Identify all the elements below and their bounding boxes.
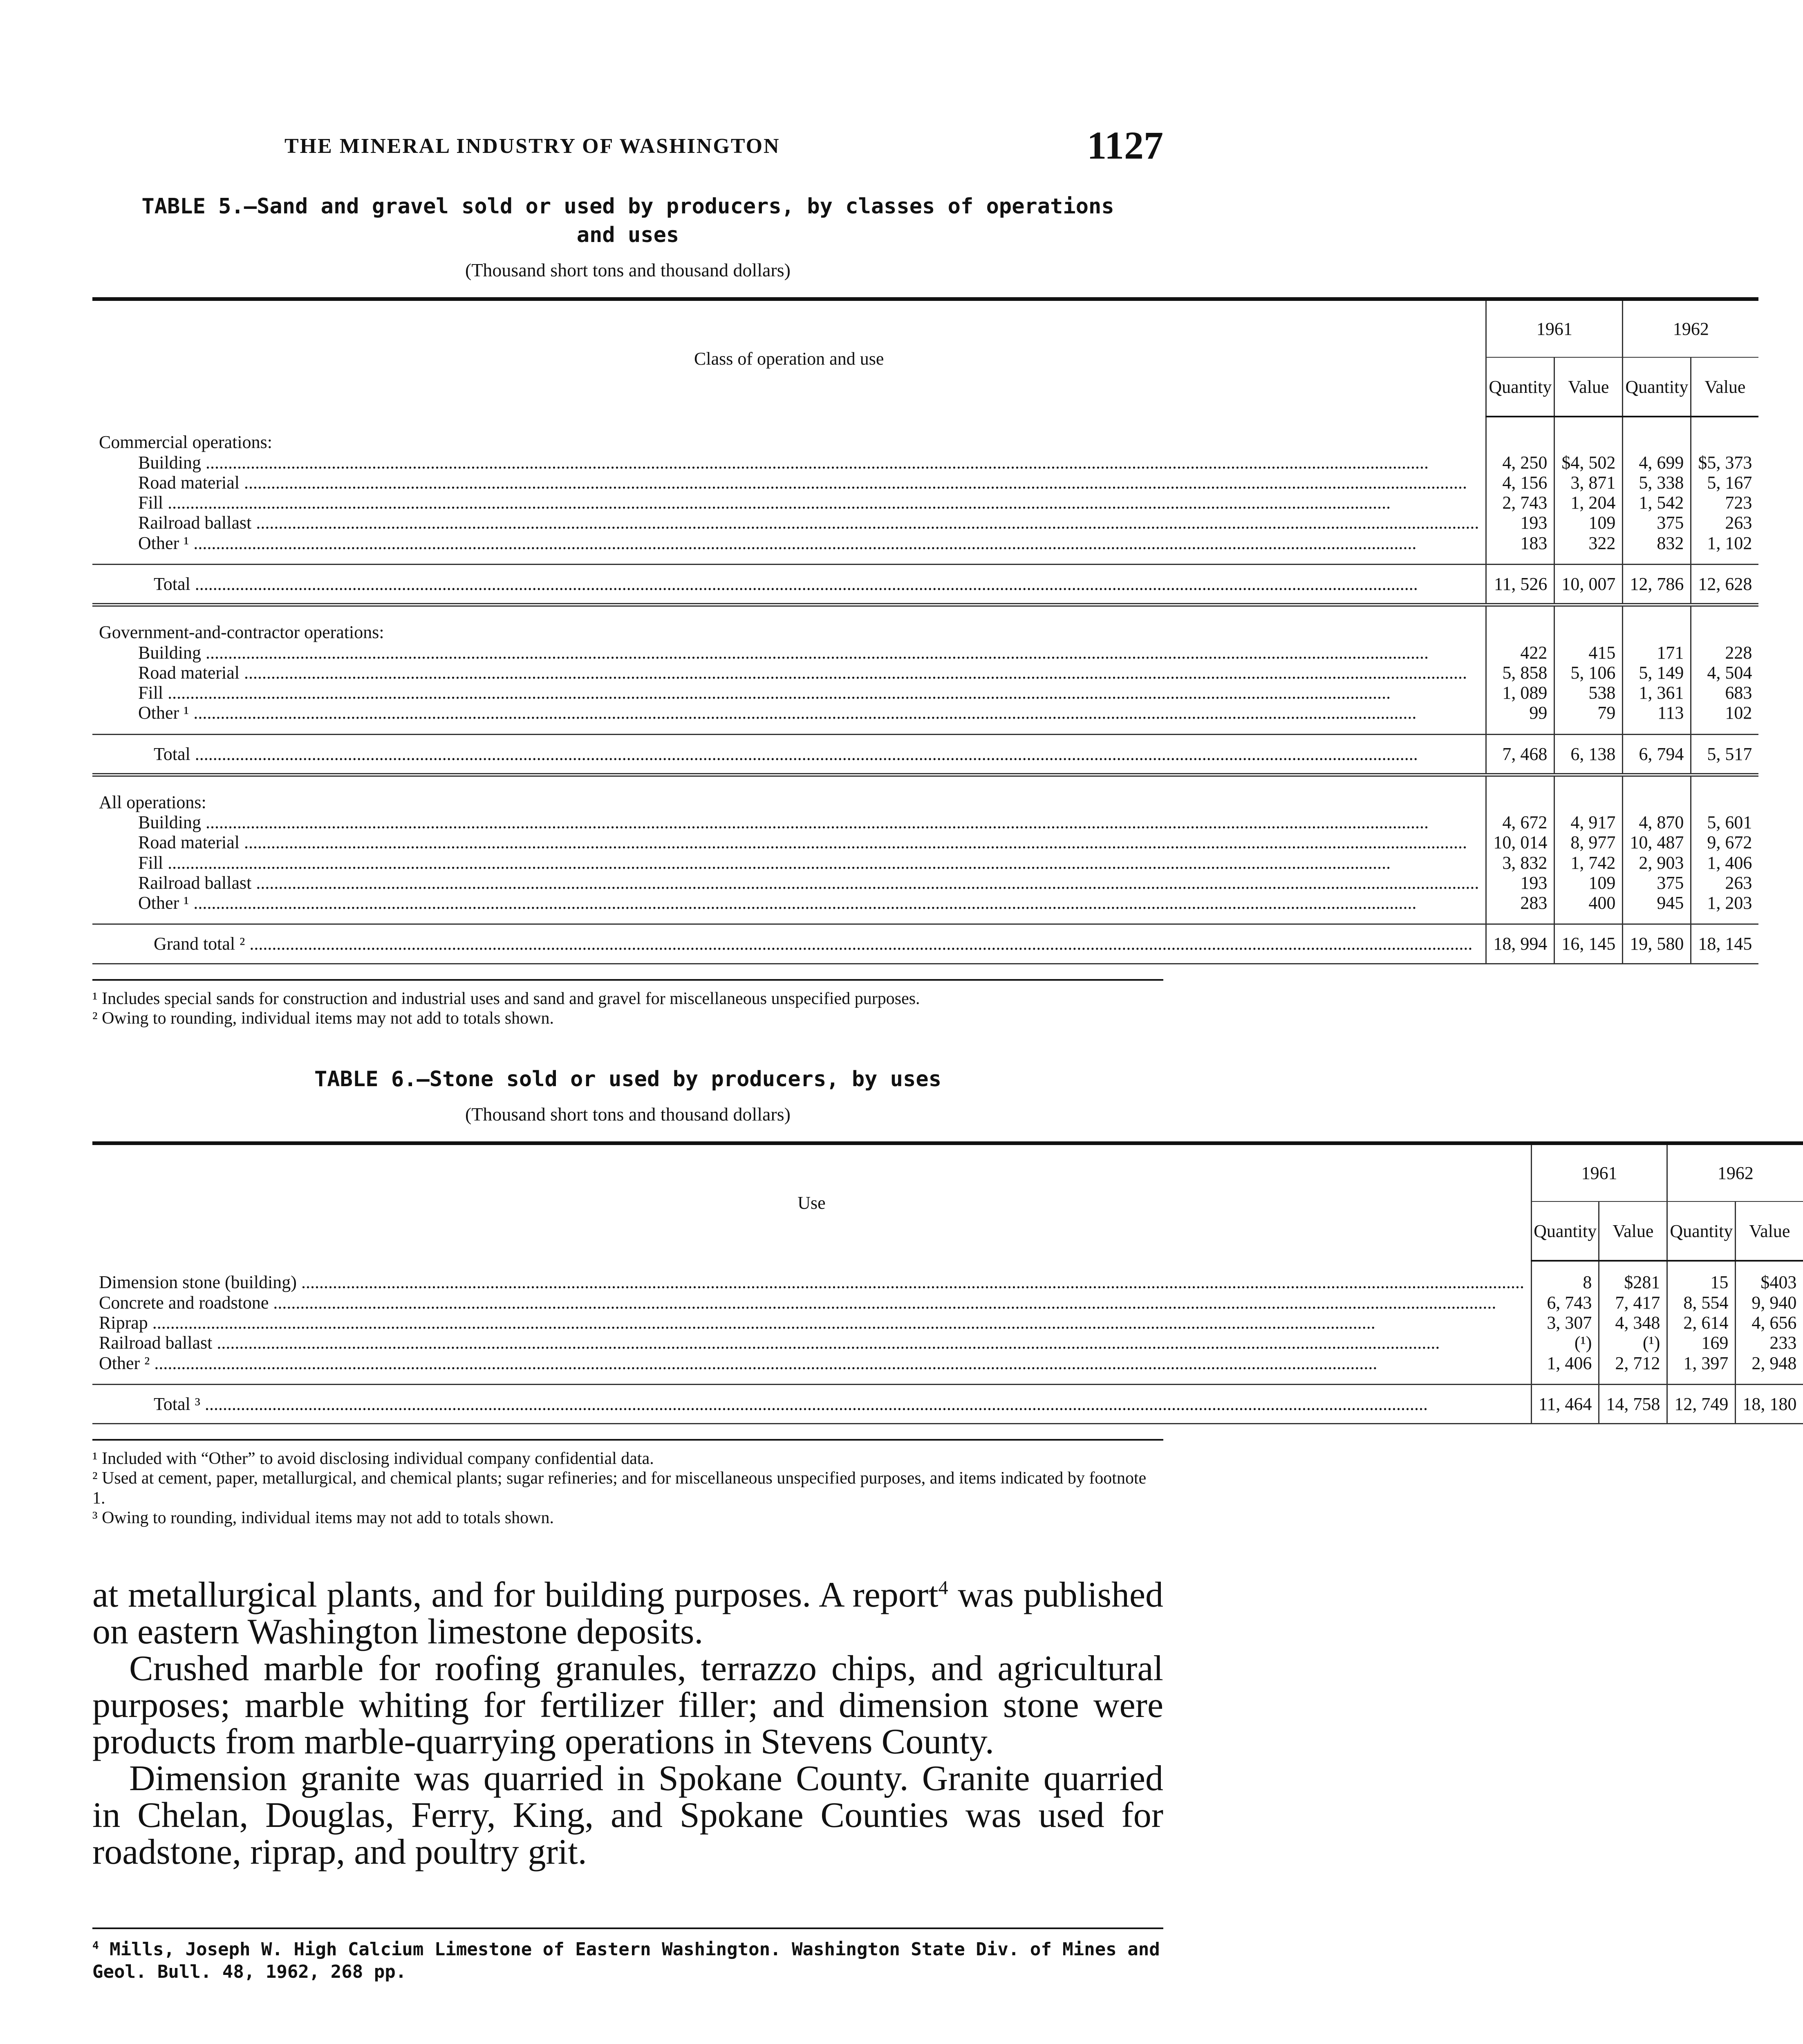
table5-cell: 375	[1623, 873, 1691, 893]
table5-row	[92, 493, 1758, 513]
table5-cell: 263	[1691, 513, 1759, 533]
table5-cell: $5, 373	[1691, 453, 1759, 473]
table5-row-label	[92, 663, 1486, 683]
table6-spacer-row	[92, 1373, 1803, 1385]
table5-cell: 2, 903	[1623, 853, 1691, 873]
table5-cell: 10, 007	[1554, 564, 1623, 605]
table5-spacer	[1691, 913, 1759, 924]
body-paragraph: Crushed marble for roofing granules, terrazzo chips, and agricultural purposes; marble whiting for fertilizer filler; and dimension stone were products from marble-quarrying operations in Stevens County.	[92, 1648, 1163, 1762]
table5-row	[92, 873, 1758, 893]
table5-cell: 832	[1623, 533, 1691, 553]
table5-cell-empty	[1691, 605, 1759, 643]
table5-subcaption: (Thousand short tons and thousand dollars)	[465, 260, 791, 281]
table5-col-quantity: Quantity	[1486, 357, 1554, 417]
table6-row-label	[92, 1384, 1531, 1423]
table5-cell: 18, 994	[1486, 924, 1554, 964]
table5-col-quantity: Quantity	[1623, 357, 1691, 417]
table5-row-label	[92, 924, 1486, 964]
table6-row-label-text: Total ³ .....	[154, 1394, 1524, 1414]
body-text	[92, 1577, 1163, 1870]
table5-cell: 4, 672	[1486, 812, 1554, 832]
table5-cell-empty	[1486, 417, 1554, 452]
table5-row-label-text: Total .....	[154, 744, 1479, 764]
page-number: 1127	[1087, 123, 1163, 167]
table5-cell: 12, 628	[1691, 564, 1759, 605]
table5-cell: 4, 870	[1623, 812, 1691, 832]
table6-cell: 9, 940	[1736, 1293, 1803, 1313]
table5-row	[92, 533, 1758, 553]
table6-row	[92, 1333, 1803, 1353]
table5-footnotes	[92, 979, 1163, 1029]
table5-group-heading: All operations:	[92, 775, 1486, 812]
table5	[92, 297, 1758, 964]
table5-footnote: ² Owing to rounding, individual items may not add to totals shown.	[92, 1009, 554, 1028]
table5-cell: 228	[1691, 643, 1759, 663]
table6-cell: 2, 614	[1667, 1313, 1736, 1333]
table5-cell: 3, 871	[1554, 473, 1623, 493]
table5-row	[92, 832, 1758, 852]
table5-row	[92, 893, 1758, 913]
table5-cell: 19, 580	[1623, 924, 1691, 964]
table6-cell: 2, 712	[1599, 1353, 1667, 1373]
table5-row-label-text: Building .....	[138, 453, 1479, 473]
table6-year-1961: 1961	[1581, 1163, 1617, 1183]
table5-cell-empty	[1623, 417, 1691, 452]
table6-spacer	[1736, 1373, 1803, 1385]
table5-year-1961: 1961	[1536, 319, 1572, 339]
table5-cell: 263	[1691, 873, 1759, 893]
table5-group-heading: Government-and-contractor operations:	[92, 605, 1486, 643]
table5-group-heading-row	[92, 605, 1758, 643]
table5-spacer-row	[92, 723, 1758, 735]
table5-row-label-text: Total .....	[154, 574, 1479, 594]
table5-row-label-text: Grand total ² .....	[154, 934, 1479, 954]
running-head	[92, 123, 1163, 172]
table6-spacer-row	[92, 1261, 1803, 1272]
reference-footnote	[92, 1927, 1163, 1983]
table5-spacer-row	[92, 553, 1758, 565]
table5-row-label	[92, 734, 1486, 775]
table5-cell: 415	[1554, 643, 1623, 663]
table6-spacer	[1599, 1373, 1667, 1385]
table5-cell: 683	[1691, 683, 1759, 703]
table5-row	[92, 643, 1758, 663]
table5-row-label	[92, 703, 1486, 723]
table6-cell: 8, 554	[1667, 1293, 1736, 1313]
table5-cell: 4, 250	[1486, 453, 1554, 473]
table5-cell-empty	[1623, 605, 1691, 643]
table5-spacer	[1486, 723, 1554, 735]
table5-row	[92, 473, 1758, 493]
table5-row-label-text: Fill .....	[138, 683, 1479, 703]
table6-section	[92, 1065, 1797, 1528]
table5-cell: 322	[1554, 533, 1623, 553]
table5-cell: 4, 156	[1486, 473, 1554, 493]
table5-row-label-text: Building .....	[138, 812, 1479, 832]
table5-cell: 1, 204	[1554, 493, 1623, 513]
table5-cell: 1, 089	[1486, 683, 1554, 703]
table5-cell: 5, 338	[1623, 473, 1691, 493]
table6-row-label-text: Other ² .....	[99, 1353, 1524, 1373]
table6-cell: 4, 348	[1599, 1313, 1667, 1333]
table6-spacer	[1531, 1373, 1599, 1385]
table6-spacer	[1531, 1261, 1599, 1272]
table6-cell: (¹)	[1599, 1333, 1667, 1353]
table5-footnote: ¹ Includes special sands for construction and industrial uses and sand and gravel for miscellaneous unspecified purposes.	[92, 989, 920, 1008]
page	[92, 123, 1797, 1983]
table6-cell: 4, 656	[1736, 1313, 1803, 1333]
table6-cell: 3, 307	[1531, 1313, 1599, 1333]
table5-cell: 4, 917	[1554, 812, 1623, 832]
table5-cell: 5, 167	[1691, 473, 1759, 493]
table6-spacer	[1736, 1261, 1803, 1272]
table5-row	[92, 812, 1758, 832]
table5-row-label	[92, 513, 1486, 533]
table6-cell: 15	[1667, 1272, 1736, 1292]
table5-cell-empty	[1554, 605, 1623, 643]
table5-cell: 4, 504	[1691, 663, 1759, 683]
table5-cell: 1, 203	[1691, 893, 1759, 913]
table5-cell: 193	[1486, 513, 1554, 533]
table5-row	[92, 683, 1758, 703]
table5-cell: 723	[1691, 493, 1759, 513]
table5-cell: 113	[1623, 703, 1691, 723]
table6-footnotes	[92, 1439, 1163, 1528]
table5-cell-empty	[1486, 605, 1554, 643]
table6-cell: $281	[1599, 1272, 1667, 1292]
table5-col-value: Value	[1691, 357, 1759, 417]
table5-cell: 6, 138	[1554, 734, 1623, 775]
table5-row-label	[92, 493, 1486, 513]
table5-group-heading-row	[92, 775, 1758, 812]
table6	[92, 1141, 1803, 1424]
table5-cell: 193	[1486, 873, 1554, 893]
table5-row-label-text: Fill .....	[138, 493, 1479, 513]
table5-cell-empty	[1486, 775, 1554, 812]
body-text-run: at metallurgical plants, and for building purposes. A report	[92, 1575, 938, 1615]
table6-col-quantity: Quantity	[1667, 1201, 1736, 1261]
table5-cell: 9, 672	[1691, 832, 1759, 852]
table6-footnote: ¹ Included with “Other” to avoid disclosing individual company confidential data.	[92, 1449, 654, 1468]
table5-group-heading: Commercial operations:	[92, 417, 1486, 452]
table6-label-header: Use	[92, 1145, 1531, 1261]
table6-cell: 11, 464	[1531, 1384, 1599, 1423]
table5-row-label-text: Other ¹ .....	[138, 893, 1479, 913]
table5-cell: 102	[1691, 703, 1759, 723]
table5-row-label	[92, 453, 1486, 473]
table5-total-row	[92, 734, 1758, 775]
table5-row-label	[92, 473, 1486, 493]
table5-cell: 945	[1623, 893, 1691, 913]
table6-row-label-text: Railroad ballast .....	[99, 1333, 1524, 1353]
table5-spacer	[1623, 913, 1691, 924]
table6-row	[92, 1293, 1803, 1313]
table6-col-value: Value	[1736, 1201, 1803, 1261]
reference-text: Mills, Joseph W. High Calcium Limestone of Eastern Washington. Washington State Div. of Mines and Geol. Bull. 48, 1962, 268 pp.	[92, 1939, 1160, 1983]
table5-cell-empty	[1554, 775, 1623, 812]
table6-spacer	[1667, 1261, 1736, 1272]
table6-row-label-text: Riprap .....	[99, 1313, 1524, 1333]
table5-spacer-row	[92, 913, 1758, 924]
table5-row-label-text: Building .....	[138, 643, 1479, 663]
table5-cell: 18, 145	[1691, 924, 1759, 964]
table6-cell: 18, 180	[1736, 1384, 1803, 1423]
table6-spacer	[92, 1373, 1531, 1385]
table6-row-label-text: Concrete and roadstone .....	[99, 1293, 1524, 1313]
table5-cell: 99	[1486, 703, 1554, 723]
table5-cell: 10, 487	[1623, 832, 1691, 852]
footnote-ref: 4	[938, 1577, 948, 1599]
table6-cell: 2, 948	[1736, 1353, 1803, 1373]
table6-col-quantity: Quantity	[1531, 1201, 1599, 1261]
table6-row-label	[92, 1272, 1531, 1292]
table5-row-label	[92, 832, 1486, 852]
table5-spacer	[1691, 553, 1759, 565]
table5-cell: $4, 502	[1554, 453, 1623, 473]
table6-caption: TABLE 6.—Stone sold or used by producers, by uses	[314, 1067, 942, 1092]
table6-cell: 8	[1531, 1272, 1599, 1292]
table5-row	[92, 703, 1758, 723]
table6-cell: 12, 749	[1667, 1384, 1736, 1423]
table5-total-row	[92, 564, 1758, 605]
table5-spacer	[1554, 553, 1623, 565]
table5-cell: 6, 794	[1623, 734, 1691, 775]
table5-spacer	[92, 553, 1486, 565]
table6-cell: 1, 406	[1531, 1353, 1599, 1373]
table5-row-label	[92, 853, 1486, 873]
table6-year-1962: 1962	[1667, 1145, 1803, 1201]
table5-cell: 79	[1554, 703, 1623, 723]
table5-row-label	[92, 893, 1486, 913]
table6-footnote: ² Used at cement, paper, metallurgical, and chemical plants; sugar refineries; and for miscellaneous unspecified purposes, and items indicated by footnote 1.	[92, 1469, 1147, 1508]
table5-cell: 5, 517	[1691, 734, 1759, 775]
table5-cell: 109	[1554, 873, 1623, 893]
table5-cell: 4, 699	[1623, 453, 1691, 473]
table5-row-label	[92, 683, 1486, 703]
table6-total-row	[92, 1384, 1803, 1423]
table5-caption	[92, 192, 1163, 249]
body-paragraph	[92, 1577, 1163, 1650]
table5-section	[92, 192, 1752, 1028]
table5-row	[92, 513, 1758, 533]
table5-cell: 11, 526	[1486, 564, 1554, 605]
table5-row-label	[92, 812, 1486, 832]
table5-cell: 5, 858	[1486, 663, 1554, 683]
table5-cell: 171	[1623, 643, 1691, 663]
table6-spacer	[1667, 1373, 1736, 1385]
table6-row	[92, 1353, 1803, 1373]
table5-cell-empty	[1623, 775, 1691, 812]
table5-spacer	[92, 913, 1486, 924]
table5-caption-line1: TABLE 5.—Sand and gravel sold or used by producers, by classes of operations	[141, 194, 1114, 219]
table5-row-label-text: Railroad ballast .....	[138, 873, 1479, 893]
table5-caption-line2: and uses	[576, 223, 679, 248]
table5-cell: 8, 977	[1554, 832, 1623, 852]
table5-row-label	[92, 643, 1486, 663]
table5-spacer	[1623, 723, 1691, 735]
running-head-title: THE MINERAL INDUSTRY OF WASHINGTON	[284, 134, 780, 158]
table6-cell: 6, 743	[1531, 1293, 1599, 1313]
table5-cell: 538	[1554, 683, 1623, 703]
table6-subcaption: (Thousand short tons and thousand dollars)	[465, 1104, 791, 1125]
table5-row-label	[92, 564, 1486, 605]
table5-cell: 10, 014	[1486, 832, 1554, 852]
table5-cell: 1, 361	[1623, 683, 1691, 703]
table6-cell: 7, 417	[1599, 1293, 1667, 1313]
table6-body	[92, 1261, 1803, 1423]
table6-row-label	[92, 1353, 1531, 1373]
table5-cell: 5, 106	[1554, 663, 1623, 683]
table5-row-label-text: Road material .....	[138, 473, 1479, 493]
table5-spacer	[1554, 913, 1623, 924]
table5-row-label-text: Other ¹ .....	[138, 703, 1479, 723]
table6-row-label	[92, 1313, 1531, 1333]
table6-cell: (¹)	[1531, 1333, 1599, 1353]
table5-spacer	[1554, 723, 1623, 735]
table6-spacer	[92, 1261, 1531, 1272]
body-text-run: was published on eastern Washington limestone deposits.	[92, 1575, 1164, 1652]
table5-cell: 16, 145	[1554, 924, 1623, 964]
table5-cell: 2, 743	[1486, 493, 1554, 513]
table5-row	[92, 663, 1758, 683]
table5-total-row	[92, 924, 1758, 964]
table5-spacer	[92, 723, 1486, 735]
table6-col-value: Value	[1599, 1201, 1667, 1261]
table5-row	[92, 853, 1758, 873]
table6-cell: 169	[1667, 1333, 1736, 1353]
table6-footnote: ³ Owing to rounding, individual items may not add to totals shown.	[92, 1508, 554, 1527]
table5-row-label-text: Fill .....	[138, 853, 1479, 873]
table5-label-header: Class of operation and use	[92, 301, 1486, 417]
table5-row-label-text: Other ¹ .....	[138, 533, 1479, 553]
table5-cell: 422	[1486, 643, 1554, 663]
table6-cell: 1, 397	[1667, 1353, 1736, 1373]
table6-row-label	[92, 1333, 1531, 1353]
table5-spacer	[1486, 553, 1554, 565]
table6-row	[92, 1313, 1803, 1333]
table5-cell: 5, 149	[1623, 663, 1691, 683]
table5-cell: 375	[1623, 513, 1691, 533]
table5-cell: 400	[1554, 893, 1623, 913]
table5-cell: 109	[1554, 513, 1623, 533]
table5-row-label	[92, 873, 1486, 893]
table6-cell: $403	[1736, 1272, 1803, 1292]
table5-row-label-text: Road material .....	[138, 663, 1479, 683]
table5-col-value: Value	[1554, 357, 1623, 417]
table5-cell: 1, 742	[1554, 853, 1623, 873]
table5-spacer	[1486, 913, 1554, 924]
table5-cell: 7, 468	[1486, 734, 1554, 775]
table6-row-label-text: Dimension stone (building) .....	[99, 1272, 1524, 1292]
table5-cell-empty	[1691, 417, 1759, 452]
table6-spacer	[1599, 1261, 1667, 1272]
table6-row	[92, 1272, 1803, 1292]
table5-cell: 1, 542	[1623, 493, 1691, 513]
table5-year-1962: 1962	[1623, 301, 1759, 357]
table6-row-label	[92, 1293, 1531, 1313]
table5-row-label-text: Railroad ballast .....	[138, 513, 1479, 533]
table5-cell: 5, 601	[1691, 812, 1759, 832]
table6-cell: 233	[1736, 1333, 1803, 1353]
table5-cell: 283	[1486, 893, 1554, 913]
table5-body	[92, 417, 1758, 964]
table5-cell: 12, 786	[1623, 564, 1691, 605]
table5-cell: 1, 102	[1691, 533, 1759, 553]
table5-spacer	[1623, 553, 1691, 565]
table5-spacer	[1691, 723, 1759, 735]
body-paragraph: Dimension granite was quarried in Spokane County. Granite quarried in Chelan, Douglas, Ferry, King, and Spokane Counties was used for roadstone, riprap, and poultry grit.	[92, 1759, 1163, 1872]
table5-cell: 3, 832	[1486, 853, 1554, 873]
table6-cell: 14, 758	[1599, 1384, 1667, 1423]
table5-cell: 183	[1486, 533, 1554, 553]
table5-group-heading-row	[92, 417, 1758, 452]
table5-cell-empty	[1554, 417, 1623, 452]
table5-cell-empty	[1691, 775, 1759, 812]
table5-cell: 1, 406	[1691, 853, 1759, 873]
table5-row	[92, 453, 1758, 473]
table5-row-label	[92, 533, 1486, 553]
reference-marker: 4	[92, 1939, 99, 1952]
table5-row-label-text: Road material .....	[138, 832, 1479, 852]
